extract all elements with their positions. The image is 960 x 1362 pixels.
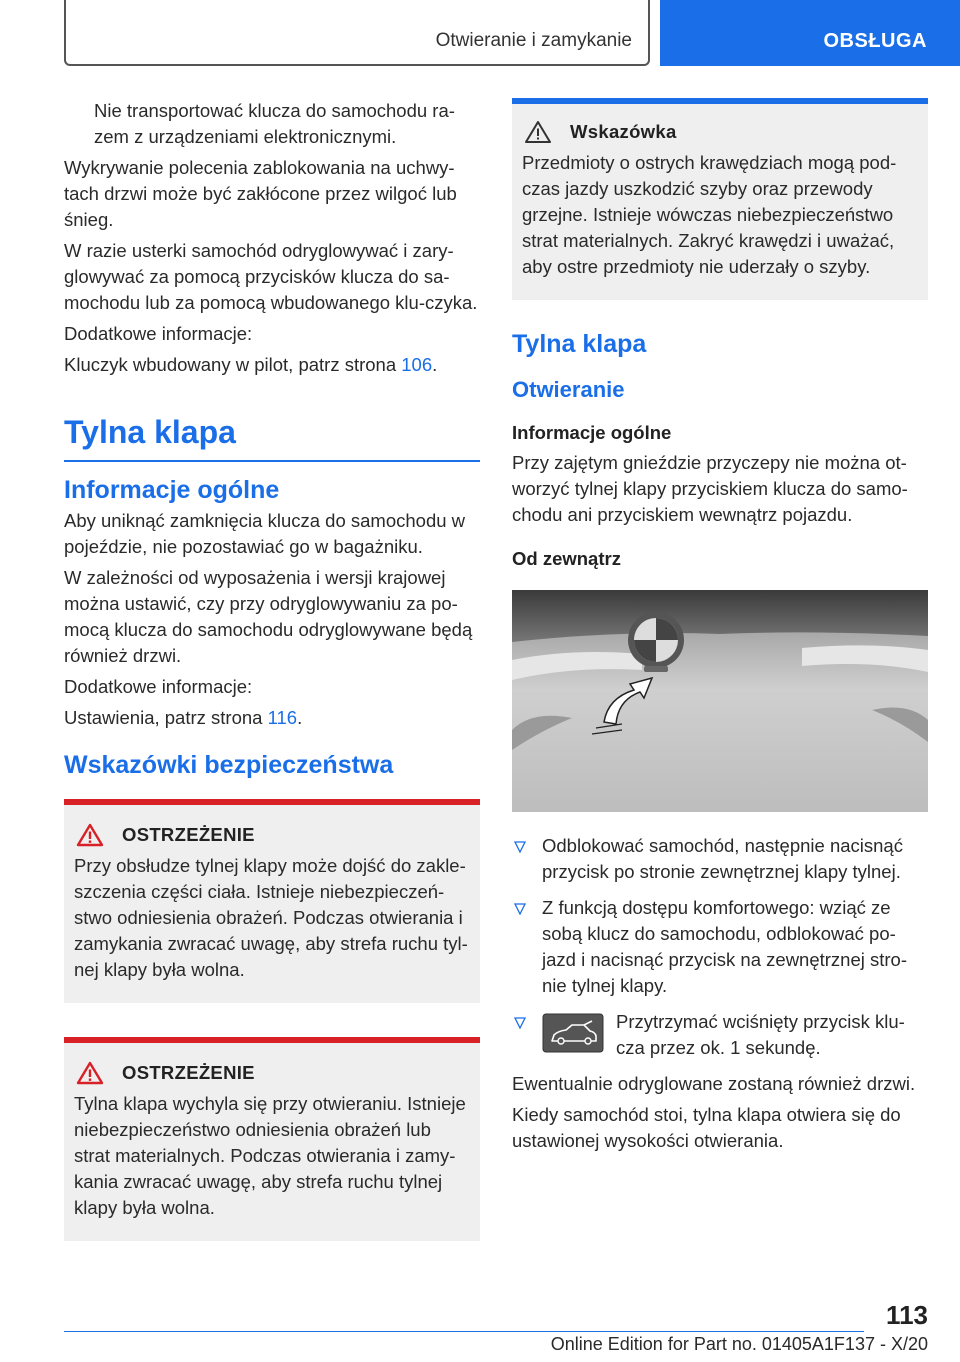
heading-outside: Od zewnątrz: [512, 548, 621, 569]
chapter-title: Tylna klapa: [64, 412, 480, 462]
intro-text: Nie transportować klucza do samochodu ra-zem z urządzeniami elektronicznymi.: [94, 100, 455, 147]
paragraph: W zależności od wyposażenia i wersji krajowej można ustawić, czy przy odryglowywaniu za po-mocą klucza do samochodu odryglowywane będą również drzwi.: [64, 567, 473, 666]
section-badge: [660, 0, 960, 66]
section-badge-label: OBSŁUGA: [823, 30, 927, 52]
reference-end: .: [432, 354, 438, 375]
list-item: [512, 1009, 928, 1061]
reference: [64, 705, 480, 731]
trunk-button-icon: [542, 1013, 604, 1053]
paragraph: Przy zajętym gnieździe przyczepy nie można ot-worzyć tylnej klapy przyciskiem klucza do samo-chodu ani przyciskiem wewnątrz pojazdu.: [512, 452, 908, 525]
note-title: Wskazówka: [570, 121, 677, 142]
warning-text: Tylna klapa wychyla się przy otwieraniu. Istnieje niebezpieczeństwo odniesienia obrażeń lub strat materialnych. Podczas otwierania i zamy-kania zwracać uwagę, aby strefa ruchu tylnej klapy była wolna.: [74, 1093, 466, 1218]
list-item: [512, 833, 928, 885]
warning-box: [64, 1037, 480, 1241]
header-title: Otwieranie i zamykanie: [435, 30, 632, 51]
warning-triangle-icon: [76, 823, 104, 847]
subsection-title-opening: Otwieranie: [512, 377, 625, 402]
step-text: Przytrzymać wciśnięty przycisk klu-cza przez ok. 1 sekundę.: [616, 1011, 905, 1058]
chapter-title: Tylna klapa: [512, 330, 647, 358]
section-title-safety: Wskazówki bezpieczeństwa: [64, 751, 394, 779]
list-item: [512, 895, 928, 999]
page-number: 113: [886, 1300, 928, 1330]
paragraph: Wykrywanie polecenia zablokowania na uchwy-tach drzwi może być zakłócone przez wilgoć lub śnieg.: [64, 157, 457, 230]
warning-triangle-icon: [76, 1061, 104, 1085]
trunk-button-photo: [512, 590, 928, 812]
warning-title: OSTRZEŻENIE: [122, 1062, 255, 1083]
reference-text: Kluczyk wbudowany w pilot, patrz strona: [64, 354, 402, 375]
warning-box: [64, 799, 480, 1003]
warning-text: Przy obsłudze tylnej klapy może dojść do zakle-szczenia części ciała. Istnieje niebezpieczeń-stwo odniesienia obrażeń. Podczas otwierania i zamykania zwracać uwagę, aby strefa ruchu tyl-nej klapy była wolna.: [74, 855, 468, 980]
section-title-general: Informacje ogólne: [64, 476, 280, 504]
bullet-triangle-icon: [514, 903, 526, 915]
more-info-label: Dodatkowe informacje:: [64, 676, 253, 697]
heading-general: Informacje ogólne: [512, 422, 672, 443]
footer-divider: [64, 1331, 864, 1332]
page-link-116[interactable]: 116: [267, 707, 298, 728]
bullet-triangle-icon: [514, 1017, 526, 1029]
instruction-list: [512, 833, 928, 1061]
paragraph: W razie usterki samochód odryglowywać i zary-glowywać za pomocą przycisków klucza do sa-mochodu lub za pomocą wbudowanego klu-czyka.: [64, 240, 478, 313]
step-text: Odblokować samochód, następnie nacisnąć przycisk po stronie zewnętrznej klapy tylnej.: [542, 835, 903, 882]
left-column: [64, 98, 480, 1275]
paragraph: Kiedy samochód stoi, tylna klapa otwiera się do ustawionej wysokości otwierania.: [512, 1104, 901, 1151]
note-text: Przedmioty o ostrych krawędziach mogą pod-czas jazdy uszkodzić szyby oraz przewody grzejne. Istnieje wówczas niebezpieczeństwo strat materialnych. Zakryć krawędzi i uważać, aby ostre przedmioty nie uderzały o szyby.: [522, 152, 897, 277]
page-link-106[interactable]: 106: [401, 354, 433, 375]
paragraph: Aby uniknąć zamknięcia klucza do samochodu w pojeździe, nie pozostawiać go w bagażniku.: [64, 510, 466, 557]
note-box: [512, 98, 928, 300]
footer-edition: Online Edition for Part no. 01405A1F137 - X/20: [550, 1334, 928, 1354]
step-text: Z funkcją dostępu komfortowego: wziąć ze sobą klucz do samochodu, odblokować po-jazd i nacisnąć przycisk na zewnętrznej stro-nie tylnej klapy.: [542, 897, 908, 996]
paragraph: Ewentualnie odryglowane zostaną również drzwi.: [512, 1073, 916, 1094]
more-info-label: Dodatkowe informacje:: [64, 323, 253, 344]
bullet-triangle-icon: [514, 841, 526, 853]
header-tab: [64, 0, 650, 66]
right-column: [512, 98, 928, 1159]
reference: [64, 352, 480, 378]
reference-end: .: [297, 707, 303, 728]
warning-title: OSTRZEŻENIE: [122, 824, 255, 845]
warning-triangle-icon: [524, 120, 552, 144]
reference-text: Ustawienia, patrz strona: [64, 707, 268, 728]
